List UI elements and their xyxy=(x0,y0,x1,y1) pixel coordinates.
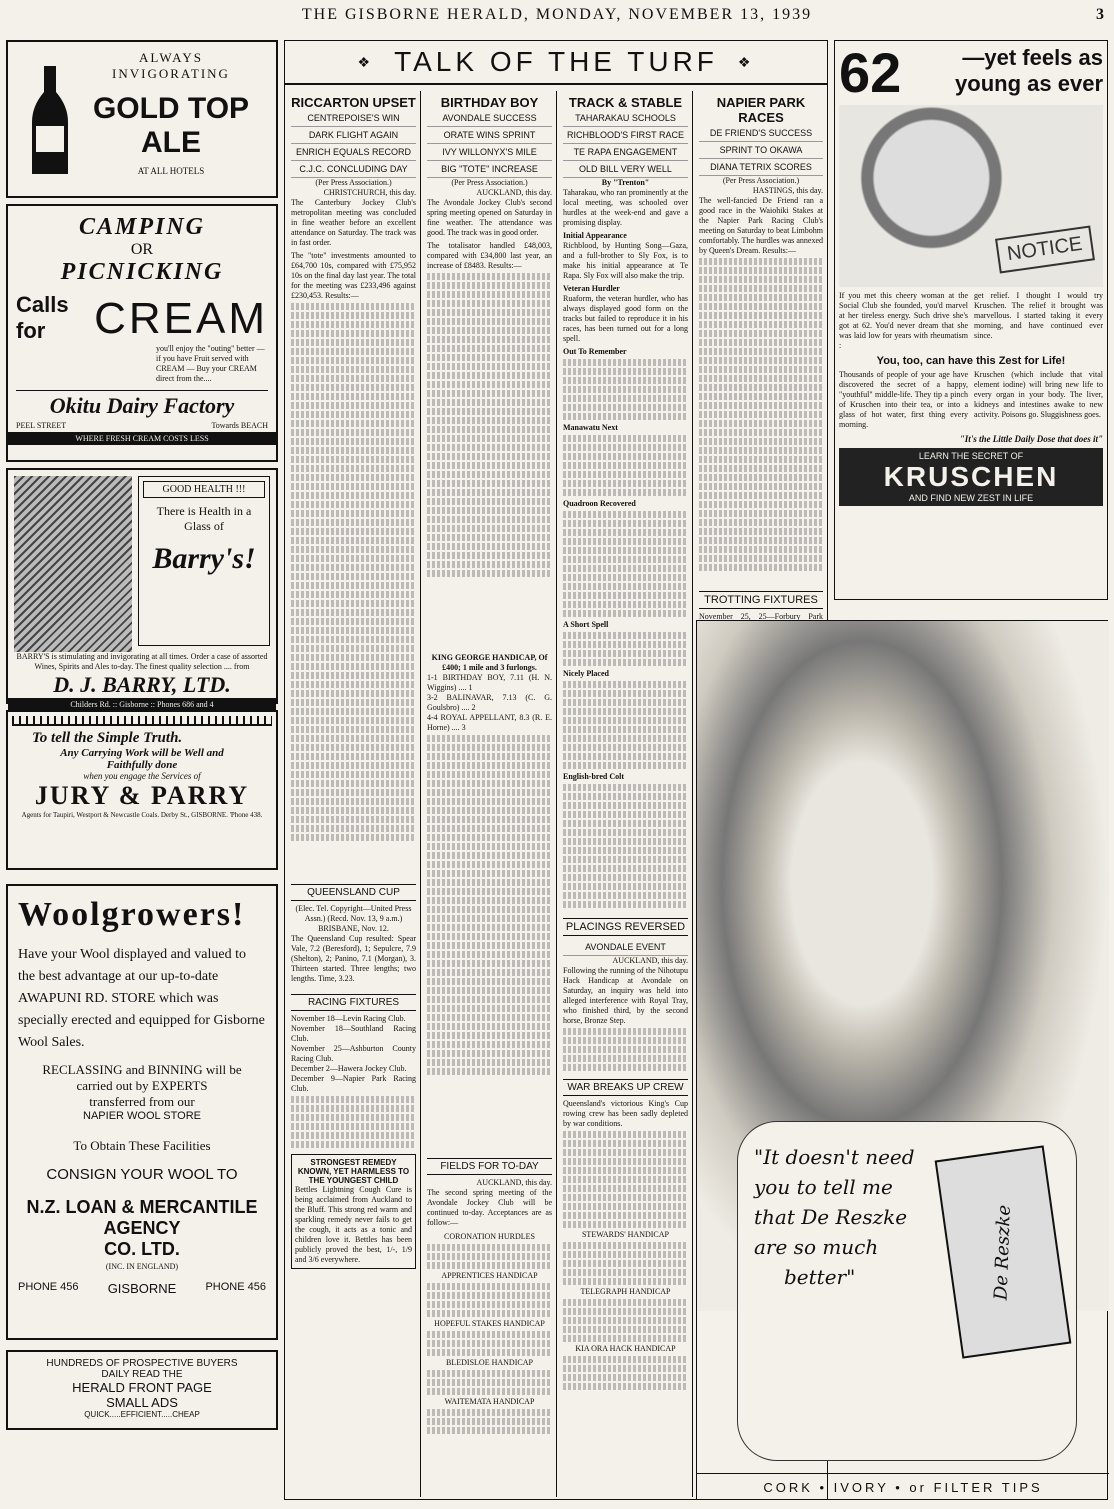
avondale-sub: BIG "TOTE" INCREASE xyxy=(427,161,552,178)
pack-brand: De Reszke xyxy=(990,1204,1016,1300)
track-sub: RICHBLOOD'S FIRST RACE xyxy=(563,127,688,144)
track-sub: TAHARAKAU SCHOOLS xyxy=(563,110,688,127)
kruschen-zest: You, too, can have this Zest for Life! xyxy=(876,355,1066,367)
race-name: STEWARDS' HANDICAP xyxy=(581,1230,669,1239)
war-heading: WAR BREAKS UP CREW xyxy=(563,1079,688,1096)
camping-text: CAMPING xyxy=(78,214,206,240)
okitu-slogan: WHERE FRESH CREAM COSTS LESS xyxy=(8,432,276,445)
gold-top-ad xyxy=(6,40,278,198)
track-byline: By "Trenton" xyxy=(601,178,650,187)
avondale-p2: The totalisator handled £48,003, compared with £34,800 last year, an increase of £8483. Results:— xyxy=(427,241,552,270)
bettles-headline: STRONGEST REMEDY KNOWN, YET HARMLESS TO THE YOUNGEST CHILD xyxy=(297,1158,410,1185)
kruschen-headline: —yet feels as young as ever xyxy=(955,45,1103,96)
riccarton-sub: CENTREPOISE'S WIN xyxy=(291,110,416,127)
barry-bubble2: There is Health in a Glass of xyxy=(156,504,252,533)
king-george-heading: KING GEORGE HANDICAP, Of £400; 1 mile and 3 furlongs. xyxy=(431,653,548,672)
placings-reversed-heading: PLACINGS REVERSED xyxy=(563,918,688,936)
fields-lead: The second spring meeting of the Avondale Jockey Club will be continued to-day. Acceptances are as follow:— xyxy=(427,1188,552,1227)
riccarton-sub: DARK FLIGHT AGAIN xyxy=(291,127,416,144)
dereszke-footer: CORK • IVORY • or FILTER TIPS xyxy=(697,1473,1109,1499)
napier-headline: NAPIER PARK RACES xyxy=(716,95,806,125)
napier-sub: SPRINT TO OKAWA xyxy=(699,142,823,159)
race-name: CORONATION HURDLES xyxy=(444,1232,535,1241)
gold-top-line2: INVIGORATING xyxy=(112,66,230,81)
track-subhead: Manawatu Next xyxy=(563,423,618,432)
turf-col-napier xyxy=(695,91,827,651)
dereszke-script2: you to tell me xyxy=(754,1175,893,1199)
birthday-boy-headline: BIRTHDAY BOY xyxy=(440,95,539,110)
fields-today-heading: FIELDS FOR TO-DAY xyxy=(427,1158,552,1175)
race-name: BLEDISLOE HANDICAP xyxy=(446,1358,533,1367)
race-name: APPRENTICES HANDICAP xyxy=(441,1271,538,1280)
barry-blurb: BARRY'S is stimulating and invigorating at all times. Order a case of assorted Wines, Spirits and Ales to-day. The finest quality selection .... from xyxy=(16,652,268,671)
picnicking-text: PICNICKING xyxy=(60,259,224,285)
avondale-credit: (Per Press Association.) xyxy=(451,178,528,187)
de-reszke-ad xyxy=(696,620,1108,1500)
wool-p4: CONSIGN YOUR WOOL TO xyxy=(46,1166,238,1183)
track-para: Ruaform, the veteran hurdler, who has always displayed good form on the tracks but failed to reproduce it in his races, has been turned out for a long spell. xyxy=(563,294,688,343)
kruschen-age: 62 xyxy=(839,41,902,104)
riccarton-dateline: CHRISTCHURCH, this day. xyxy=(323,188,416,197)
barry-company: D. J. BARRY, LTD. xyxy=(53,672,231,697)
cream-text: CREAM xyxy=(94,294,268,343)
bottle-icon xyxy=(28,66,72,176)
track-stable-headline: TRACK & STABLE xyxy=(568,95,683,110)
track-subhead: A Short Spell xyxy=(563,620,609,629)
notice-sign: NOTICE xyxy=(995,226,1095,274)
wool-company: N.Z. LOAN & MERCANTILE AGENCY xyxy=(26,1197,258,1238)
calls-for-text: Calls for xyxy=(16,292,69,343)
kruschen-body4: Kruschen (which include that vital element iodine) will bring new life to every organ in your body. The liver, kidneys and intestines awake to new activity. Poisons go. Sluggishness goes. xyxy=(974,370,1103,419)
napier-sub: DIANA TETRIX SCORES xyxy=(699,159,823,176)
woman-illustration xyxy=(839,105,1103,287)
placings-sub: AVONDALE EVENT xyxy=(563,939,688,956)
jury-line1: To tell the Simple Truth. xyxy=(32,730,183,746)
race-name: TELEGRAPH HANDICAP xyxy=(580,1287,671,1296)
gold-top-brand: GOLD TOP xyxy=(92,92,250,125)
track-para: Richblood, by Hunting Song—Gaza, and a full-brother to Sly Fox, is to make his initial appearance at Te Rapa. Sly Fox will also make the trip. xyxy=(563,241,688,280)
ruler-icon xyxy=(12,716,272,726)
fixture-item: November 18—Southland Racing Club. xyxy=(291,1024,416,1043)
gold-top-product: ALE xyxy=(141,126,201,159)
gold-top-line1: ALWAYS xyxy=(138,50,203,65)
avondale-lead: The Avondale Jockey Club's second spring meeting opened on Saturday in fine weather. The attendance was good. The track was in good order. xyxy=(427,198,552,237)
king-george-result: 4-4 ROYAL APPELLANT, 8.3 (R. E. Horne) .... 3 xyxy=(427,713,552,732)
riccarton-headline: RICCARTON UPSET xyxy=(291,95,416,110)
riccarton-p2: The "tote" investments amounted to £64,700 10s, compared with £75,952 10s on the final day last year. The total for the meeting was £233,496 against £230,453. Results:— xyxy=(291,251,416,300)
dereszke-script3: that De Reszke xyxy=(754,1205,908,1229)
riccarton-sub: C.J.C. CONCLUDING DAY xyxy=(291,161,416,178)
track-subhead: English-bred Colt xyxy=(563,772,624,781)
kruschen-ad xyxy=(834,40,1108,600)
woolgrowers-ad xyxy=(6,884,278,1340)
riccarton-results-block xyxy=(291,303,416,881)
fixture-item: December 9—Napier Park Racing Club. xyxy=(291,1074,416,1093)
turf-col-track-stable xyxy=(559,91,693,1497)
wool-p2c: transferred from our xyxy=(89,1094,195,1109)
okitu-blurb: you'll enjoy the "outing" better — if you have Fruit served with CREAM — Buy your CREAM direct from the.... xyxy=(156,344,265,383)
napier-dateline: HASTINGS, this day. xyxy=(752,186,823,195)
herald-l4: SMALL ADS xyxy=(106,1395,178,1410)
okitu-street: PEEL STREET xyxy=(16,421,67,430)
avondale-sub: AVONDALE SUCCESS xyxy=(427,110,552,127)
wool-p2b: carried out by EXPERTS xyxy=(76,1078,208,1093)
kruschen-banner xyxy=(839,448,1103,506)
wool-p2d: NAPIER WOOL STORE xyxy=(83,1110,201,1122)
riccarton-credit: (Per Press Association.) xyxy=(315,178,392,187)
okitu-dairy-ad xyxy=(6,204,278,462)
kruschen-brand: KRUSCHEN xyxy=(883,461,1059,492)
wool-inc: (INC. IN ENGLAND) xyxy=(105,1262,179,1271)
herald-l1: HUNDREDS OF PROSPECTIVE BUYERS xyxy=(46,1358,238,1369)
kruschen-body3: Thousands of people of your age have discovered the secret of a happy, "youthful" middle-life. They tip a pinch of Kruschen into their tea, or into a glass of hot water, first thing every morning. xyxy=(839,370,968,429)
dereszke-script4: are so much xyxy=(754,1235,879,1259)
kruschen-daily: "It's the Little Daily Dose that does it" xyxy=(959,434,1103,444)
turf-title: TALK OF THE TURF xyxy=(394,46,718,77)
avondale-dateline: AUCKLAND, this day. xyxy=(476,188,552,197)
herald-l3: HERALD FRONT PAGE xyxy=(72,1380,212,1395)
cigarette-pack xyxy=(935,1145,1072,1358)
herald-l2: DAILY READ THE xyxy=(101,1369,183,1380)
turf-title-bar xyxy=(285,41,827,85)
kruschen-body2: get relief. I thought I would try Kruschen. The relief it brought was marvellous. I started taking it every morning, and have continued ever since. xyxy=(974,291,1103,340)
avondale-sub: IVY WILLONYX'S MILE xyxy=(427,144,552,161)
herald-l5: QUICK.....EFFICIENT.....CHEAP xyxy=(84,1410,200,1419)
track-subhead: Veteran Hurdler xyxy=(563,284,620,293)
diamond-icon: ❖ xyxy=(357,53,375,70)
wool-title: Woolgrowers! xyxy=(18,896,246,933)
kruschen-banner1: LEARN THE SECRET OF xyxy=(918,451,1024,461)
racing-fixtures-heading: RACING FIXTURES xyxy=(291,994,416,1011)
wool-phone-left: PHONE 456 xyxy=(18,1281,79,1293)
napier-lead: The well-fancied De Friend ran a good race in the Waiohiki Stakes at the Napier Park Racing Club's meeting on Saturday to beat Limbohm comfortably. The hurdles was annexed by Queen's Dream. Results:— xyxy=(699,196,823,255)
diamond-icon: ❖ xyxy=(737,53,755,70)
king-george-result: 1-1 BIRTHDAY BOY, 7.11 (H. N. Wiggins) .... 1 xyxy=(427,673,552,692)
trotting-item: November 25, 25—Forbury Park xyxy=(699,612,823,621)
placings-text: Following the running of the Nihotupu Hack Handicap at Avondale on Saturday, an inquiry was held into alleged interference with Royal Tray, who finished third, by the second horse, Bronze Step. xyxy=(563,966,688,1025)
fields-dateline: AUCKLAND, this day. xyxy=(476,1178,552,1187)
track-sub: OLD BILL VERY WELL xyxy=(563,161,688,178)
de-reszke-card xyxy=(737,1121,1077,1461)
barry-bubble1: GOOD HEALTH !!! xyxy=(143,481,265,498)
masthead xyxy=(0,0,1114,30)
fixture-item: December 2—Hawera Jockey Club. xyxy=(291,1064,407,1073)
avondale-sub: ORATE WINS SPRINT xyxy=(427,127,552,144)
okitu-towards: Towards BEACH xyxy=(211,421,268,430)
turf-col-avondale xyxy=(423,91,557,1497)
jury-line2: Any Carrying Work will be Well and Faithfully done xyxy=(60,747,224,771)
bettles-ad xyxy=(291,1154,416,1269)
gold-top-tag: AT ALL HOTELS xyxy=(137,166,205,176)
barry-illustration xyxy=(14,476,132,652)
left-ad-column xyxy=(6,40,278,1500)
wool-town: GISBORNE xyxy=(107,1281,177,1296)
barry-bubble3: Barry's! xyxy=(152,542,256,575)
okitu-company: Okitu Dairy Factory xyxy=(16,390,268,419)
kruschen-body1: If you met this cheery woman at the Social Club she founded, you'd marvel at her tireless energy. Such drive she's got at 62. You'd never dream that she was laid low for years with rheumatism : xyxy=(839,291,968,350)
queensland-cup-heading: QUEENSLAND CUP xyxy=(291,884,416,901)
dereszke-script1: "It doesn't need xyxy=(754,1145,915,1169)
riccarton-sub: ENRICH EQUALS RECORD xyxy=(291,144,416,161)
track-subhead: Initial Appearance xyxy=(563,231,627,240)
race-name: WAITEMATA HANDICAP xyxy=(444,1397,535,1406)
barry-bubble xyxy=(138,476,270,646)
fixture-item: November 25—Ashburton County Racing Club. xyxy=(291,1044,416,1063)
race-name: HOPEFUL STAKES HANDICAP xyxy=(434,1319,545,1328)
napier-sub: DE FRIEND'S SUCCESS xyxy=(699,125,823,142)
queensland-credit: (Elec. Tel. Copyright—United Press Assn.) (Recd. Nov. 13, 9 a.m.) BRISBANE, Nov. 12. xyxy=(295,904,412,933)
barry-address: Childers Rd. :: Gisborne :: Phones 686 and 4 xyxy=(8,698,276,711)
track-lead: Taharakau, who ran prominently at the local meeting, was schooled over hurdles at the week-end and gave a promising display. xyxy=(563,188,688,227)
herald-small-ads xyxy=(6,1350,278,1430)
jury-agents: Agents for Taupiri, Westport & Newcastle Coals. Derby St., GISBORNE. 'Phone 438. xyxy=(21,811,263,819)
war-text: Queensland's victorious King's Cup rowing crew has been sadly depleted by war conditions. xyxy=(563,1099,688,1128)
jury-parry-ad xyxy=(6,710,278,870)
fixture-item: November 18—Levin Racing Club. xyxy=(291,1014,406,1023)
track-subhead: Nicely Placed xyxy=(563,669,609,678)
track-sub: TE RAPA ENGAGEMENT xyxy=(563,144,688,161)
wool-phone-right: PHONE 456 xyxy=(205,1281,266,1293)
trotting-fixtures-heading: TROTTING FIXTURES xyxy=(699,591,823,609)
race-name: KIA ORA HACK HANDICAP xyxy=(575,1344,676,1353)
track-subhead: Out To Remember xyxy=(563,347,627,356)
placings-dateline: AUCKLAND, this day. xyxy=(612,956,688,965)
wool-p1: Have your Wool displayed and valued to the best advantage at our up-to-date AWAPUNI RD. STORE which was specially erected and equipped for Gisborne Wool Sales. xyxy=(18,947,265,1050)
turf-col-riccarton xyxy=(287,91,421,1497)
queensland-text: The Queensland Cup resulted: Spear Vale, 7.2 (Beresford), 1; Sepulcre, 7.9 (Shelton), 2; Panino, 7.1 (Morgan), 3. Thirteen started. Three lengths; two lengths. Time, 3.23. xyxy=(291,934,416,983)
kruschen-banner2: AND FIND NEW ZEST IN LIFE xyxy=(908,493,1034,503)
wool-co: CO. LTD. xyxy=(104,1239,180,1259)
or-text: OR xyxy=(130,241,154,258)
masthead-title: THE GISBORNE HERALD, MONDAY, NOVEMBER 13, 1939 xyxy=(301,6,813,23)
wool-p3: To Obtain These Facilities xyxy=(73,1138,211,1153)
dereszke-script5: better" xyxy=(784,1265,856,1289)
bettles-text: Bettles Lightning Cough Cure is being acclaimed from Auckland to the Bluff. This strong red warm and sparkling remedy never fails to get the cough, it acts as a tonic and children love it. Bettles has been publicly proved the best, 1/-, 1/9 and 3/6 everywhere. xyxy=(295,1185,412,1264)
king-george-result: 3-2 BALINAVAR, 7.13 (C. G. Goulsbro) .... 2 xyxy=(427,693,552,712)
wool-p2a: RECLASSING and BINNING will be xyxy=(42,1062,242,1077)
jury-line3: when you engage the Services of xyxy=(83,771,201,781)
napier-credit: (Per Press Association.) xyxy=(722,176,800,185)
riccarton-lead: The Canterbury Jockey Club's metropolitan meeting was concluded in fine weather before an excellent attendance on Saturday. The track was in fast order. xyxy=(291,198,416,247)
barry-ad xyxy=(6,468,278,709)
page-number: 3 xyxy=(1096,6,1106,23)
jury-company: JURY & PARRY xyxy=(34,781,250,810)
track-subhead: Quadroon Recovered xyxy=(563,499,636,508)
